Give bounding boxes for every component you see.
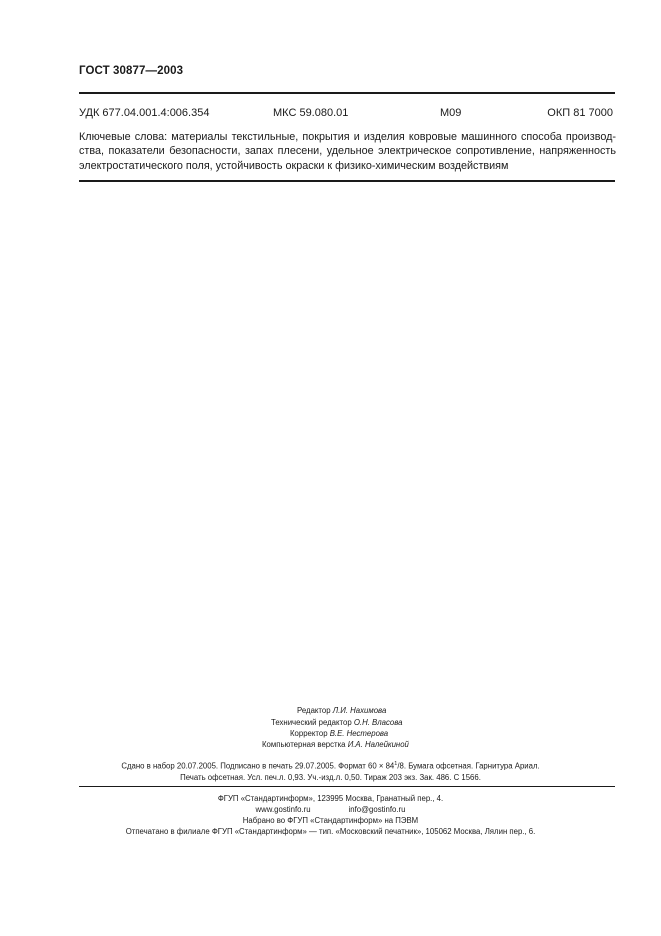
group-code: М09 (440, 107, 462, 119)
top-divider (79, 92, 615, 94)
credit-name: О.Н. Власова (353, 718, 403, 727)
credit-layout (262, 739, 409, 751)
credit-role: Технический редактор (271, 718, 352, 727)
credit-name: И.А. Налейкиной (347, 740, 409, 749)
keywords-line: ства, показатели безопасности, запах плесени, удельное электрическое сопротивление, напряженность (79, 145, 616, 158)
credit-role: Компьютерная верстка (262, 740, 346, 749)
print-info-line: Печать офсетная. Усл. печ.л. 0,93. Уч.-изд.л. 0,50. Тираж 203 экз. Зак. 486. С 1566. (180, 773, 481, 782)
publisher-address: ФГУП «Стандартинформ», 123995 Москва, Гранатный пер., 4. (217, 794, 444, 803)
publisher-divider (79, 786, 615, 787)
print-info-line: Сдано в набор 20.07.2005. Подписано в печать 29.07.2005. Формат $60 \times 84^1/8$. Бумага офсетная. Гарнитура Ариал. (121, 761, 540, 771)
udk-code: УДК 677.04.001.4:006.354 (79, 107, 210, 119)
standard-title: ГОСТ 30877—2003 (79, 65, 184, 77)
keywords-line: электростатического поля, устойчивость окраски к физико-химическим воздействиям (79, 159, 509, 172)
credit-editor (297, 705, 386, 717)
classification-codes (79, 107, 615, 121)
keywords-line: Ключевые слова: материалы текстильные, покрытия и изделия ковровые машинного способа производ- (79, 131, 616, 143)
email-link[interactable]: info@gostinfo.ru (348, 805, 406, 814)
credit-role: Редактор (297, 706, 331, 715)
credit-name: Л.И. Нахимова (332, 706, 387, 715)
website-link[interactable]: www.gostinfo.ru (255, 805, 311, 814)
okp-code: ОКП 81 7000 (547, 107, 613, 119)
printed-info: Отпечатано в филиале ФГУП «Стандартинформ» — тип. «Московский печатник», 105062 Москва, Лялин пер., 6. (125, 827, 536, 836)
credit-name: В.Е. Нестерова (329, 729, 389, 738)
typeset-info: Набрано во ФГУП «Стандартинформ» на ПЭВМ (242, 816, 419, 825)
publisher-contacts (0, 805, 661, 814)
mks-code: МКС 59.080.01 (273, 107, 349, 119)
keywords-block (79, 130, 616, 173)
keywords-divider (79, 180, 615, 182)
credit-role: Корректор (290, 729, 328, 738)
